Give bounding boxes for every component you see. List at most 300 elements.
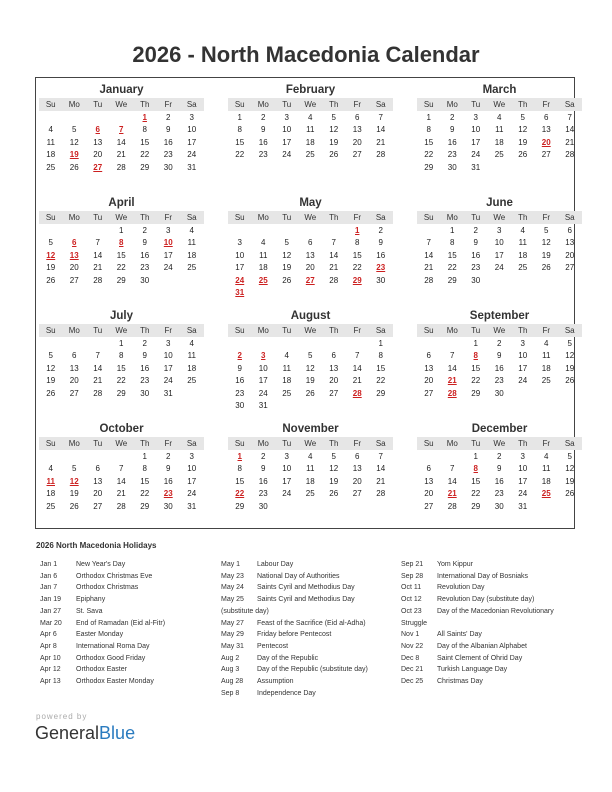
day-cell[interactable]: 22 xyxy=(116,263,126,273)
day-cell[interactable]: 27 xyxy=(541,150,551,160)
holiday-day-cell[interactable]: 23 xyxy=(163,489,173,499)
holiday-day-cell[interactable]: 8 xyxy=(119,238,124,248)
day-cell[interactable]: 11 xyxy=(187,351,196,361)
day-cell[interactable]: 19 xyxy=(305,376,315,386)
day-cell[interactable]: 15 xyxy=(140,476,150,486)
day-cell[interactable]: 28 xyxy=(329,275,339,285)
day-cell[interactable]: 28 xyxy=(447,501,457,511)
day-cell[interactable]: 20 xyxy=(424,489,434,499)
holiday-day-cell[interactable]: 29 xyxy=(352,275,362,285)
day-cell[interactable]: 5 xyxy=(72,125,77,135)
day-cell[interactable]: 6 xyxy=(544,113,549,122)
day-cell[interactable]: 31 xyxy=(258,400,268,410)
day-cell[interactable]: 1 xyxy=(426,113,431,122)
day-cell[interactable]: 21 xyxy=(424,263,434,273)
day-cell[interactable]: 29 xyxy=(116,388,126,398)
day-cell[interactable]: 3 xyxy=(166,226,171,235)
day-cell[interactable]: 17 xyxy=(282,137,292,147)
day-cell[interactable]: 5 xyxy=(72,464,77,474)
day-cell[interactable]: 14 xyxy=(376,464,386,474)
day-cell[interactable]: 5 xyxy=(331,452,336,461)
holiday-day-cell[interactable]: 31 xyxy=(235,287,245,297)
day-cell[interactable]: 22 xyxy=(424,150,434,160)
day-cell[interactable]: 29 xyxy=(116,275,126,285)
day-cell[interactable]: 25 xyxy=(282,388,292,398)
day-cell[interactable]: 15 xyxy=(235,137,245,147)
day-cell[interactable]: 30 xyxy=(376,275,386,285)
day-cell[interactable]: 17 xyxy=(258,376,268,386)
day-cell[interactable]: 30 xyxy=(140,275,150,285)
day-cell[interactable]: 25 xyxy=(187,376,197,386)
day-cell[interactable]: 20 xyxy=(352,476,362,486)
day-cell[interactable]: 16 xyxy=(258,137,268,147)
day-cell[interactable]: 28 xyxy=(93,275,103,285)
day-cell[interactable]: 9 xyxy=(142,238,147,248)
holiday-day-cell[interactable]: 11 xyxy=(46,476,55,486)
day-cell[interactable]: 15 xyxy=(471,363,481,373)
holiday-day-cell[interactable]: 28 xyxy=(352,388,362,398)
day-cell[interactable]: 11 xyxy=(542,351,551,361)
holiday-day-cell[interactable]: 27 xyxy=(93,162,103,172)
day-cell[interactable]: 16 xyxy=(163,137,173,147)
day-cell[interactable]: 7 xyxy=(450,464,455,474)
day-cell[interactable]: 13 xyxy=(424,476,434,486)
day-cell[interactable]: 25 xyxy=(46,501,56,511)
day-cell[interactable]: 23 xyxy=(140,376,150,386)
day-cell[interactable]: 2 xyxy=(166,452,171,461)
holiday-day-cell[interactable]: 28 xyxy=(447,388,457,398)
day-cell[interactable]: 6 xyxy=(308,238,313,248)
day-cell[interactable]: 10 xyxy=(187,464,197,474)
day-cell[interactable]: 12 xyxy=(305,363,315,373)
day-cell[interactable]: 8 xyxy=(450,238,455,248)
holiday-day-cell[interactable]: 1 xyxy=(142,113,147,122)
day-cell[interactable]: 16 xyxy=(376,250,386,260)
day-cell[interactable]: 10 xyxy=(282,464,292,474)
day-cell[interactable]: 19 xyxy=(282,263,292,273)
day-cell[interactable]: 21 xyxy=(352,376,362,386)
day-cell[interactable]: 16 xyxy=(140,363,150,373)
day-cell[interactable]: 7 xyxy=(355,351,360,361)
day-cell[interactable]: 20 xyxy=(69,263,79,273)
day-cell[interactable]: 22 xyxy=(140,150,150,160)
day-cell[interactable]: 4 xyxy=(308,452,313,461)
day-cell[interactable]: 10 xyxy=(258,363,268,373)
day-cell[interactable]: 9 xyxy=(142,351,147,361)
day-cell[interactable]: 26 xyxy=(518,150,528,160)
day-cell[interactable]: 1 xyxy=(450,226,455,235)
day-cell[interactable]: 19 xyxy=(329,476,339,486)
day-cell[interactable]: 27 xyxy=(352,150,362,160)
day-cell[interactable]: 22 xyxy=(376,376,386,386)
day-cell[interactable]: 3 xyxy=(284,452,289,461)
day-cell[interactable]: 22 xyxy=(235,150,245,160)
day-cell[interactable]: 26 xyxy=(282,275,292,285)
day-cell[interactable]: 9 xyxy=(166,125,171,135)
day-cell[interactable]: 25 xyxy=(46,162,56,172)
day-cell[interactable]: 23 xyxy=(494,376,504,386)
day-cell[interactable]: 14 xyxy=(93,363,103,373)
day-cell[interactable]: 22 xyxy=(471,376,481,386)
day-cell[interactable]: 23 xyxy=(258,150,268,160)
day-cell[interactable]: 30 xyxy=(494,501,504,511)
day-cell[interactable]: 23 xyxy=(140,263,150,273)
day-cell[interactable]: 16 xyxy=(163,476,173,486)
day-cell[interactable]: 8 xyxy=(237,125,242,135)
day-cell[interactable]: 26 xyxy=(565,376,575,386)
day-cell[interactable]: 18 xyxy=(305,476,315,486)
day-cell[interactable]: 11 xyxy=(46,137,55,147)
day-cell[interactable]: 9 xyxy=(166,464,171,474)
day-cell[interactable]: 20 xyxy=(305,263,315,273)
day-cell[interactable]: 21 xyxy=(329,263,339,273)
day-cell[interactable]: 11 xyxy=(259,250,268,260)
holiday-day-cell[interactable]: 27 xyxy=(305,275,315,285)
day-cell[interactable]: 24 xyxy=(187,150,197,160)
day-cell[interactable]: 5 xyxy=(544,226,549,235)
day-cell[interactable]: 17 xyxy=(187,476,197,486)
day-cell[interactable]: 30 xyxy=(471,275,481,285)
holiday-day-cell[interactable]: 21 xyxy=(447,376,457,386)
day-cell[interactable]: 14 xyxy=(329,250,339,260)
day-cell[interactable]: 15 xyxy=(116,250,126,260)
day-cell[interactable]: 4 xyxy=(189,226,194,235)
day-cell[interactable]: 15 xyxy=(352,250,362,260)
day-cell[interactable]: 1 xyxy=(142,452,147,461)
day-cell[interactable]: 9 xyxy=(261,464,266,474)
day-cell[interactable]: 14 xyxy=(565,125,575,135)
day-cell[interactable]: 27 xyxy=(69,275,79,285)
day-cell[interactable]: 5 xyxy=(48,238,53,248)
day-cell[interactable]: 13 xyxy=(565,238,575,248)
day-cell[interactable]: 30 xyxy=(163,162,173,172)
day-cell[interactable]: 25 xyxy=(305,489,315,499)
day-cell[interactable]: 14 xyxy=(447,363,457,373)
day-cell[interactable]: 20 xyxy=(69,376,79,386)
day-cell[interactable]: 6 xyxy=(331,351,336,361)
day-cell[interactable]: 10 xyxy=(282,125,292,135)
day-cell[interactable]: 30 xyxy=(163,501,173,511)
day-cell[interactable]: 19 xyxy=(69,489,79,499)
day-cell[interactable]: 30 xyxy=(235,400,245,410)
holiday-day-cell[interactable]: 7 xyxy=(119,125,124,135)
day-cell[interactable]: 24 xyxy=(518,376,528,386)
day-cell[interactable]: 8 xyxy=(378,351,383,361)
day-cell[interactable]: 12 xyxy=(541,238,551,248)
day-cell[interactable]: 9 xyxy=(497,464,502,474)
holiday-day-cell[interactable]: 25 xyxy=(541,489,551,499)
day-cell[interactable]: 16 xyxy=(494,363,504,373)
day-cell[interactable]: 14 xyxy=(93,250,103,260)
day-cell[interactable]: 27 xyxy=(424,501,434,511)
day-cell[interactable]: 26 xyxy=(69,162,79,172)
day-cell[interactable]: 13 xyxy=(69,363,79,373)
day-cell[interactable]: 21 xyxy=(565,137,575,147)
day-cell[interactable]: 24 xyxy=(282,489,292,499)
day-cell[interactable]: 13 xyxy=(424,363,434,373)
day-cell[interactable]: 24 xyxy=(518,489,528,499)
day-cell[interactable]: 7 xyxy=(450,351,455,361)
holiday-day-cell[interactable]: 3 xyxy=(261,351,266,361)
day-cell[interactable]: 14 xyxy=(352,363,362,373)
day-cell[interactable]: 23 xyxy=(258,489,268,499)
day-cell[interactable]: 19 xyxy=(46,263,56,273)
holiday-day-cell[interactable]: 19 xyxy=(69,150,79,160)
day-cell[interactable]: 28 xyxy=(116,501,126,511)
day-cell[interactable]: 13 xyxy=(541,125,551,135)
day-cell[interactable]: 16 xyxy=(471,250,481,260)
day-cell[interactable]: 10 xyxy=(518,464,528,474)
day-cell[interactable]: 31 xyxy=(187,501,197,511)
day-cell[interactable]: 20 xyxy=(424,376,434,386)
day-cell[interactable]: 18 xyxy=(46,489,56,499)
day-cell[interactable]: 20 xyxy=(565,250,575,260)
holiday-day-cell[interactable]: 13 xyxy=(69,250,79,260)
day-cell[interactable]: 7 xyxy=(95,238,100,248)
day-cell[interactable]: 3 xyxy=(284,113,289,122)
day-cell[interactable]: 4 xyxy=(497,113,502,122)
day-cell[interactable]: 26 xyxy=(329,489,339,499)
day-cell[interactable]: 11 xyxy=(542,464,551,474)
day-cell[interactable]: 18 xyxy=(541,476,551,486)
day-cell[interactable]: 26 xyxy=(46,388,56,398)
day-cell[interactable]: 27 xyxy=(93,501,103,511)
day-cell[interactable]: 30 xyxy=(258,501,268,511)
day-cell[interactable]: 6 xyxy=(72,351,77,361)
day-cell[interactable]: 28 xyxy=(424,275,434,285)
day-cell[interactable]: 16 xyxy=(447,137,457,147)
day-cell[interactable]: 29 xyxy=(235,501,245,511)
day-cell[interactable]: 24 xyxy=(258,388,268,398)
day-cell[interactable]: 10 xyxy=(518,351,528,361)
day-cell[interactable]: 8 xyxy=(142,464,147,474)
holiday-day-cell[interactable]: 21 xyxy=(447,489,457,499)
day-cell[interactable]: 23 xyxy=(494,489,504,499)
holiday-day-cell[interactable]: 24 xyxy=(235,275,245,285)
day-cell[interactable]: 10 xyxy=(187,125,197,135)
day-cell[interactable]: 1 xyxy=(378,339,383,348)
day-cell[interactable]: 26 xyxy=(46,275,56,285)
day-cell[interactable]: 8 xyxy=(237,464,242,474)
holiday-day-cell[interactable]: 12 xyxy=(46,250,56,260)
day-cell[interactable]: 5 xyxy=(567,452,572,461)
day-cell[interactable]: 17 xyxy=(471,137,481,147)
day-cell[interactable]: 6 xyxy=(355,452,360,461)
day-cell[interactable]: 13 xyxy=(329,363,339,373)
day-cell[interactable]: 24 xyxy=(163,263,173,273)
day-cell[interactable]: 14 xyxy=(116,137,126,147)
day-cell[interactable]: 17 xyxy=(163,250,173,260)
day-cell[interactable]: 11 xyxy=(518,238,527,248)
day-cell[interactable]: 26 xyxy=(565,489,575,499)
day-cell[interactable]: 28 xyxy=(116,162,126,172)
day-cell[interactable]: 15 xyxy=(235,476,245,486)
day-cell[interactable]: 13 xyxy=(352,125,362,135)
holiday-day-cell[interactable]: 25 xyxy=(258,275,268,285)
day-cell[interactable]: 2 xyxy=(497,452,502,461)
day-cell[interactable]: 16 xyxy=(494,476,504,486)
day-cell[interactable]: 12 xyxy=(69,137,79,147)
day-cell[interactable]: 18 xyxy=(282,376,292,386)
day-cell[interactable]: 25 xyxy=(305,150,315,160)
day-cell[interactable]: 31 xyxy=(518,501,528,511)
day-cell[interactable]: 4 xyxy=(520,226,525,235)
day-cell[interactable]: 15 xyxy=(376,363,386,373)
day-cell[interactable]: 1 xyxy=(473,339,478,348)
day-cell[interactable]: 14 xyxy=(424,250,434,260)
day-cell[interactable]: 12 xyxy=(282,250,292,260)
day-cell[interactable]: 15 xyxy=(471,476,481,486)
day-cell[interactable]: 17 xyxy=(494,250,504,260)
day-cell[interactable]: 11 xyxy=(306,464,315,474)
day-cell[interactable]: 2 xyxy=(142,226,147,235)
day-cell[interactable]: 3 xyxy=(166,339,171,348)
day-cell[interactable]: 5 xyxy=(520,113,525,122)
day-cell[interactable]: 21 xyxy=(376,137,386,147)
generalblue-logo[interactable] xyxy=(35,723,135,744)
day-cell[interactable]: 5 xyxy=(308,351,313,361)
day-cell[interactable]: 23 xyxy=(447,150,457,160)
day-cell[interactable]: 2 xyxy=(378,226,383,235)
day-cell[interactable]: 25 xyxy=(494,150,504,160)
day-cell[interactable]: 19 xyxy=(541,250,551,260)
day-cell[interactable]: 22 xyxy=(140,489,150,499)
day-cell[interactable]: 1 xyxy=(119,339,124,348)
day-cell[interactable]: 30 xyxy=(140,388,150,398)
day-cell[interactable]: 26 xyxy=(541,263,551,273)
day-cell[interactable]: 10 xyxy=(494,238,504,248)
day-cell[interactable]: 7 xyxy=(95,351,100,361)
day-cell[interactable]: 17 xyxy=(282,476,292,486)
day-cell[interactable]: 27 xyxy=(424,388,434,398)
day-cell[interactable]: 30 xyxy=(447,162,457,172)
day-cell[interactable]: 25 xyxy=(541,376,551,386)
day-cell[interactable]: 3 xyxy=(497,226,502,235)
day-cell[interactable]: 12 xyxy=(565,351,575,361)
day-cell[interactable]: 26 xyxy=(305,388,315,398)
day-cell[interactable]: 8 xyxy=(142,125,147,135)
day-cell[interactable]: 4 xyxy=(544,339,549,348)
day-cell[interactable]: 20 xyxy=(329,376,339,386)
day-cell[interactable]: 17 xyxy=(235,263,245,273)
day-cell[interactable]: 24 xyxy=(471,150,481,160)
day-cell[interactable]: 24 xyxy=(494,263,504,273)
day-cell[interactable]: 1 xyxy=(473,452,478,461)
day-cell[interactable]: 31 xyxy=(163,388,173,398)
day-cell[interactable]: 3 xyxy=(189,452,194,461)
day-cell[interactable]: 11 xyxy=(495,125,504,135)
day-cell[interactable]: 28 xyxy=(93,388,103,398)
day-cell[interactable]: 4 xyxy=(48,464,53,474)
day-cell[interactable]: 12 xyxy=(518,125,528,135)
day-cell[interactable]: 18 xyxy=(305,137,315,147)
day-cell[interactable]: 5 xyxy=(331,113,336,122)
day-cell[interactable]: 6 xyxy=(426,464,431,474)
day-cell[interactable]: 29 xyxy=(471,388,481,398)
day-cell[interactable]: 17 xyxy=(163,363,173,373)
day-cell[interactable]: 3 xyxy=(189,113,194,122)
day-cell[interactable]: 28 xyxy=(565,150,575,160)
day-cell[interactable]: 6 xyxy=(567,226,572,235)
day-cell[interactable]: 13 xyxy=(305,250,315,260)
day-cell[interactable]: 14 xyxy=(116,476,126,486)
day-cell[interactable]: 4 xyxy=(544,452,549,461)
day-cell[interactable]: 7 xyxy=(331,238,336,248)
day-cell[interactable]: 4 xyxy=(284,351,289,361)
day-cell[interactable]: 17 xyxy=(518,363,528,373)
day-cell[interactable]: 18 xyxy=(187,250,197,260)
day-cell[interactable]: 22 xyxy=(352,263,362,273)
day-cell[interactable]: 6 xyxy=(355,113,360,122)
day-cell[interactable]: 18 xyxy=(518,250,528,260)
day-cell[interactable]: 29 xyxy=(140,501,150,511)
day-cell[interactable]: 22 xyxy=(471,489,481,499)
day-cell[interactable]: 12 xyxy=(329,125,339,135)
day-cell[interactable]: 22 xyxy=(447,263,457,273)
holiday-day-cell[interactable]: 8 xyxy=(473,351,478,361)
day-cell[interactable]: 31 xyxy=(471,162,481,172)
day-cell[interactable]: 2 xyxy=(473,226,478,235)
day-cell[interactable]: 29 xyxy=(447,275,457,285)
day-cell[interactable]: 4 xyxy=(189,339,194,348)
day-cell[interactable]: 16 xyxy=(258,476,268,486)
day-cell[interactable]: 20 xyxy=(93,489,103,499)
day-cell[interactable]: 6 xyxy=(426,351,431,361)
day-cell[interactable]: 11 xyxy=(282,363,291,373)
day-cell[interactable]: 9 xyxy=(497,351,502,361)
holiday-day-cell[interactable]: 8 xyxy=(473,464,478,474)
day-cell[interactable]: 3 xyxy=(473,113,478,122)
day-cell[interactable]: 15 xyxy=(424,137,434,147)
day-cell[interactable]: 14 xyxy=(447,476,457,486)
day-cell[interactable]: 27 xyxy=(565,263,575,273)
day-cell[interactable]: 6 xyxy=(95,464,100,474)
day-cell[interactable]: 5 xyxy=(567,339,572,348)
day-cell[interactable]: 27 xyxy=(69,388,79,398)
day-cell[interactable]: 24 xyxy=(163,376,173,386)
day-cell[interactable]: 15 xyxy=(447,250,457,260)
day-cell[interactable]: 13 xyxy=(352,464,362,474)
day-cell[interactable]: 18 xyxy=(187,363,197,373)
holiday-day-cell[interactable]: 10 xyxy=(163,238,173,248)
day-cell[interactable]: 29 xyxy=(471,501,481,511)
day-cell[interactable]: 10 xyxy=(163,351,173,361)
day-cell[interactable]: 13 xyxy=(93,476,103,486)
day-cell[interactable]: 18 xyxy=(258,263,268,273)
holiday-day-cell[interactable]: 12 xyxy=(69,476,79,486)
day-cell[interactable]: 29 xyxy=(376,388,386,398)
day-cell[interactable]: 14 xyxy=(376,125,386,135)
day-cell[interactable]: 21 xyxy=(93,263,103,273)
day-cell[interactable]: 3 xyxy=(520,452,525,461)
holiday-day-cell[interactable]: 1 xyxy=(237,452,242,461)
day-cell[interactable]: 8 xyxy=(119,351,124,361)
day-cell[interactable]: 4 xyxy=(308,113,313,122)
holiday-day-cell[interactable]: 6 xyxy=(95,125,100,135)
day-cell[interactable]: 2 xyxy=(142,339,147,348)
day-cell[interactable]: 3 xyxy=(520,339,525,348)
day-cell[interactable]: 21 xyxy=(93,376,103,386)
day-cell[interactable]: 24 xyxy=(187,489,197,499)
day-cell[interactable]: 10 xyxy=(471,125,481,135)
day-cell[interactable]: 2 xyxy=(261,452,266,461)
day-cell[interactable]: 4 xyxy=(48,125,53,135)
day-cell[interactable]: 1 xyxy=(119,226,124,235)
day-cell[interactable]: 30 xyxy=(494,388,504,398)
holiday-day-cell[interactable]: 20 xyxy=(541,137,551,147)
day-cell[interactable]: 20 xyxy=(93,150,103,160)
day-cell[interactable]: 7 xyxy=(378,113,383,122)
